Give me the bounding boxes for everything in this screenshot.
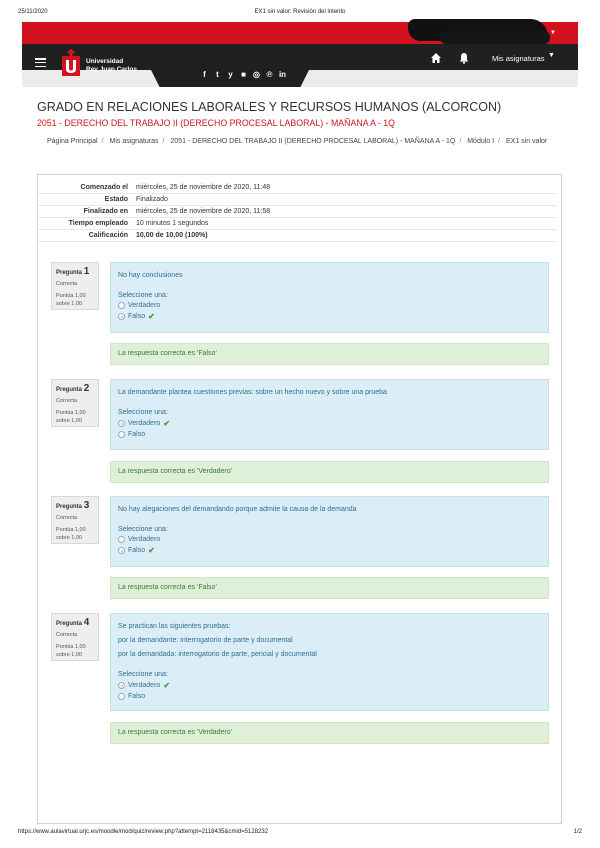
radio-button-selected[interactable] [118,313,125,320]
question-prompt: Seleccione una: [118,671,168,678]
youtube-icon[interactable]: y [228,70,233,79]
summary-label: Calificación [88,232,128,239]
answer-option [118,419,541,428]
question-formulation [110,262,549,333]
summary-label: Estado [104,196,128,203]
flickr-icon[interactable]: ■ [241,70,246,79]
question-number-value: 2 [83,383,90,394]
option-label: Verdadero [128,420,161,427]
question-text: No hay conclusiones [118,272,183,279]
correct-check-icon: ✔ [163,681,171,690]
feedback-box: La respuesta correcta es 'Verdadero' [110,461,549,483]
question-info [51,613,99,661]
option-label: Verdadero [128,302,161,309]
radio-button-selected[interactable] [118,682,125,689]
summary-value: 10 minutos 1 segundos [136,220,209,227]
summary-label: Tiempo empleado [68,220,128,227]
caret-down-icon[interactable]: ▼ [548,52,555,59]
question-info [51,379,99,427]
radio-button[interactable] [118,302,125,309]
answer-option [118,302,541,309]
summary-value: Finalizado [136,196,168,203]
social-links [200,70,287,79]
question-points: Puntúa 1,00 sobre 1,00 [56,410,86,424]
answer-option [118,536,541,543]
question-points: Puntúa 1,00 sobre 1,00 [56,527,86,541]
breadcrumb: Página Principal / Mis asignaturas / 2051 - DERECHO DEL TRABAJO II (DERECHO PROCESAL LABORAL) - MAÑANA A - 1Q / Módulo I / EX1 sin valor [47,138,548,145]
question-state: Correcta [56,281,78,287]
breadcrumb-home[interactable]: Página Principal [47,138,98,145]
summary-label: Comenzado el [80,184,128,191]
question-info [51,496,99,544]
question-text-line: por la demandada: interrogatorio de parte, pericial y documental [118,651,317,658]
summary-row [38,182,556,194]
question-number-value: 3 [83,500,90,511]
question-text-line: por la demandante: interrogatorio de parte y documental [118,637,293,644]
print-footer [0,829,600,839]
question-number [56,266,94,277]
university-name[interactable] [86,58,137,74]
summary-row [38,194,556,206]
redacted-user-area-2 [440,31,550,44]
nav-my-subjects[interactable]: Mis asignaturas [492,54,545,63]
correct-check-icon: ✔ [163,419,171,428]
home-icon[interactable] [430,52,442,64]
print-header [0,9,600,19]
answer-option [118,693,541,700]
question-text: Se practican las siguientes pruebas: [118,623,231,630]
menu-icon[interactable] [35,58,46,67]
feedback-box: La respuesta correcta es 'Falso' [110,343,549,365]
feedback-box: La respuesta correcta es 'Falso' [110,577,549,599]
instagram-icon[interactable]: ◎ [253,70,260,79]
question-formulation [110,613,549,711]
university-logo-icon [62,48,80,76]
question-info [51,262,99,310]
brand-line-2: Rey Juan Carlos [86,66,137,73]
correct-check-icon: ✔ [148,546,155,555]
option-label: Falso [128,547,146,554]
radio-button-selected[interactable] [118,420,125,427]
question-formulation [110,379,549,450]
radio-button[interactable] [118,431,125,438]
twitter-icon[interactable]: t [216,70,219,79]
radio-button[interactable] [118,536,125,543]
breadcrumb-subjects[interactable]: Mis asignaturas [109,138,159,145]
option-label: Verdadero [128,536,161,543]
breadcrumb-quiz[interactable]: EX1 sin valor [505,138,548,145]
question-number [56,500,94,511]
summary-value: miércoles, 25 de noviembre de 2020, 11:48 [136,184,271,191]
question-label: Pregunta [56,270,83,276]
question-points: Puntúa 1,00 sobre 1,00 [56,644,86,658]
question-text: La demandante plantea cuestiones previas: sobre un hecho nuevo y sobre una prueba [118,389,387,396]
question-prompt: Seleccione una: [118,292,168,299]
question-number [56,617,94,628]
facebook-icon[interactable]: f [203,70,206,79]
summary-label: Finalizado en [83,208,128,215]
radio-button-selected[interactable] [118,547,125,554]
summary-value: 10,00 de 10,00 (100%) [136,232,208,239]
attempt-summary [38,182,556,242]
quiz-review-panel [37,174,562,824]
summary-row [38,206,556,218]
question-state: Correcta [56,398,78,404]
answer-option [118,681,541,690]
answer-option [118,312,541,321]
user-caret-icon[interactable]: ▼ [550,30,556,36]
answer-option [118,546,541,555]
summary-row [38,230,556,242]
breadcrumb-course[interactable]: 2051 - DERECHO DEL TRABAJO II (DERECHO PROCESAL LABORAL) - MAÑANA A - 1Q [170,138,456,145]
pinterest-icon[interactable]: ℗ [266,70,273,79]
question-number [56,383,94,394]
question-text: No hay alegaciones del demandando porque admite la causa de la demanda [118,506,357,513]
question-label: Pregunta [56,504,83,510]
print-url: https://www.aulavirtual.urjc.es/moodle/mod/quiz/review.php?attempt=2118435&cmid=5128232 [18,829,269,835]
question-number-value: 4 [83,617,90,628]
question-points: Puntúa 1,00 sobre 1,00 [56,293,86,307]
brand-line-1: Universidad [86,58,124,65]
print-title: EX1 sin valor: Revisión del intento [254,9,346,15]
answer-option [118,431,541,438]
course-subtitle: 2051 - DERECHO DEL TRABAJO II (DERECHO PROCESAL LABORAL) - MAÑANA A - 1Q [37,118,395,128]
question-prompt: Seleccione una: [118,409,168,416]
option-label: Falso [128,431,146,438]
question-label: Pregunta [56,621,83,627]
question-state: Correcta [56,632,78,638]
summary-row [38,218,556,230]
radio-button[interactable] [118,693,125,700]
question-formulation [110,496,549,567]
question-state: Correcta [56,515,78,521]
correct-check-icon: ✔ [148,312,155,321]
question-label: Pregunta [56,387,83,393]
feedback-box: La respuesta correcta es 'Verdadero' [110,722,549,744]
summary-value: miércoles, 25 de noviembre de 2020, 11:58 [136,208,271,215]
course-title: GRADO EN RELACIONES LABORALES Y RECURSOS HUMANOS (ALCORCON) [37,100,502,114]
breadcrumb-module[interactable]: Módulo I [467,138,495,145]
print-page-number: 1/2 [573,829,582,835]
bell-icon[interactable] [458,52,470,64]
question-number-value: 1 [83,266,90,277]
option-label: Falso [128,693,146,700]
linkedin-icon[interactable]: in [278,70,287,79]
print-date: 25/11/2020 [18,9,48,15]
option-label: Verdadero [128,682,161,689]
question-prompt: Seleccione una: [118,526,168,533]
option-label: Falso [128,313,146,320]
